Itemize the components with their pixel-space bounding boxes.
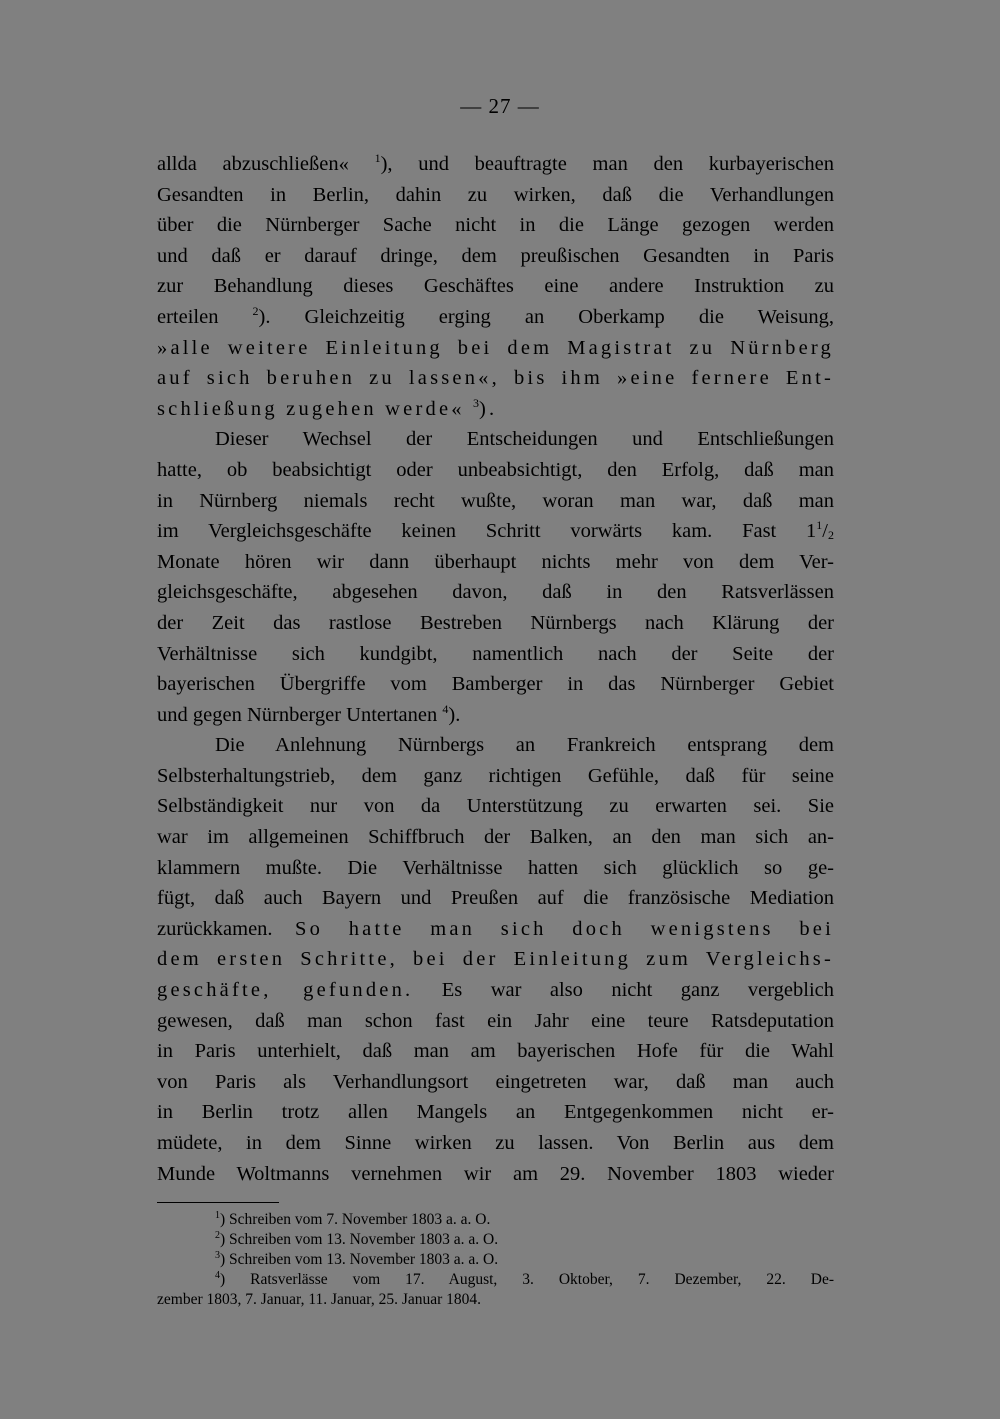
footnote-mark: 4 [215, 1270, 220, 1281]
text-line [157, 394, 834, 425]
text-line [157, 791, 834, 822]
footnote-text: ) Ratsverlässe vom 17. August, 3. Oktober, 7. Dezember, 22. De- [220, 1271, 834, 1288]
text-run: fügt, daß auch Bayern und Preußen auf die französische Mediation [157, 887, 834, 910]
text-line [157, 577, 834, 608]
page-number: — 27 — [460, 94, 540, 118]
text-line [157, 914, 834, 945]
footnote-ref: 4 [442, 701, 449, 716]
text-run: zur Behandlung dieses Geschäftes eine andere Instruktion zu [157, 275, 834, 298]
text-run: Selbständigkeit nur von da Unterstützung zu erwarten sei. Sie [157, 795, 834, 818]
text-run: geschäfte, gefunden. [157, 979, 414, 1002]
text-line [157, 302, 834, 333]
text-run: der Zeit das rastlose Bestreben Nürnbergs nach Klärung der [157, 611, 834, 634]
body-text [157, 149, 834, 1189]
footnote-mark: 3 [215, 1250, 220, 1261]
text-run: Gesandten in Berlin, dahin zu wirken, daß die Verhandlungen [157, 183, 834, 206]
text-run: Munde Woltmanns vernehmen wir am 29. November 1803 wieder [157, 1162, 834, 1185]
text-line [157, 149, 834, 180]
text-line [157, 822, 834, 853]
text-line [157, 700, 834, 731]
text-run: ). Gleichzeitig erging an Oberkamp die Weisung, [258, 305, 834, 328]
footnote-ref: 1 [374, 151, 381, 165]
fraction-slash: / [822, 520, 828, 543]
text-run: bayerischen Übergriffe vom Bamberger in das Nürnberger Gebiet [157, 673, 834, 696]
footnote [157, 1250, 834, 1270]
text-line [157, 547, 834, 578]
text-run: über die Nürnberger Sache nicht in die Länge gezogen werden [157, 214, 834, 237]
text-line [157, 853, 834, 884]
text-run: von Paris als Verhandlungsort eingetreten war, daß man auch [157, 1070, 834, 1093]
text-line [157, 730, 834, 761]
text-line [157, 333, 834, 364]
footnote [157, 1290, 834, 1310]
text-run: war im allgemeinen Schiffbruch der Balken, an den man sich an- [157, 826, 834, 849]
fraction-denominator: 2 [828, 528, 834, 543]
text-run: im Vergleichsgeschäfte keinen Schritt vorwärts kam. Fast 1 [157, 520, 817, 543]
text-run: allda abzuschließen« [157, 153, 375, 175]
text-run: »alle weitere Einleitung bei dem Magistrat zu Nürnberg [157, 336, 834, 359]
footnote-mark: 2 [215, 1230, 220, 1241]
text-line [157, 180, 834, 211]
text-run: in Berlin trotz allen Mangels an Entgegenkommen nicht er- [157, 1101, 834, 1124]
footnote-ref: 3 [473, 395, 480, 410]
text-run: Dieser Wechsel der Entscheidungen und Entschließungen [215, 428, 834, 451]
text-line [157, 1006, 834, 1037]
text-run: Es war also nicht ganz vergeblich [413, 979, 835, 1002]
text-line [157, 761, 834, 792]
text-line [157, 271, 834, 302]
text-line [157, 486, 834, 517]
text-run: gewesen, daß man schon fast ein Jahr eine teure Ratsdeputation [157, 1009, 834, 1032]
footnote-rule [157, 1202, 279, 1203]
footnote-mark: 1 [215, 1210, 220, 1221]
text-line [157, 883, 834, 914]
footnote-text: zember 1803, 7. Januar, 11. Januar, 25. Januar 1804. [157, 1291, 482, 1308]
text-run: Die Anlehnung Nürnbergs an Frankreich entsprang dem [215, 734, 834, 757]
text-line [157, 639, 834, 670]
footnote [157, 1270, 834, 1290]
text-run: zurückkamen. [157, 917, 296, 940]
text-run: erteilen [157, 305, 253, 328]
fraction-numerator: 1 [816, 518, 823, 533]
footnote-text: ) Schreiben vom 13. November 1803 a. a. O. [220, 1231, 499, 1248]
footnote [157, 1230, 834, 1250]
text-run: hatte, ob beabsichtigt oder unbeabsichtigt, den Erfolg, daß man [157, 458, 834, 481]
text-line [157, 1159, 834, 1190]
text-run: Selbsterhaltungstrieb, dem ganz richtigen Gefühle, daß für seine [157, 764, 834, 787]
footnote-text: ) Schreiben vom 7. November 1803 a. a. O. [220, 1211, 491, 1228]
text-line [157, 1067, 834, 1098]
text-line [157, 210, 834, 241]
text-run: in Paris unterhielt, daß man am bayerischen Hofe für die Wahl [157, 1040, 834, 1063]
text-line [157, 516, 834, 547]
emphasis-text: So hatte man sich doch wenigstens bei [295, 917, 835, 940]
text-run: ), und beauftragte man den kurbayerischen [380, 153, 835, 175]
text-line [157, 1097, 834, 1128]
text-run: schließung zugehen werde« [157, 397, 474, 420]
text-run: und daß er darauf dringe, dem preußischen Gesandten in Paris [157, 244, 834, 267]
text-line [157, 1128, 834, 1159]
text-line [157, 975, 834, 1006]
text-run: klammern mußte. Die Verhältnisse hatten sich glücklich so ge- [157, 856, 834, 879]
text-run: ). [479, 397, 498, 420]
footnote-text: ) Schreiben vom 13. November 1803 a. a. O. [220, 1251, 499, 1268]
footnote [157, 1210, 834, 1230]
text-run: und gegen Nürnberger Untertanen [157, 703, 443, 726]
text-run: in Nürnberg niemals recht wußte, woran man war, daß man [157, 489, 834, 512]
text-run: müdete, in dem Sinne wirken zu lassen. Von Berlin aus dem [157, 1132, 834, 1154]
text-run: ). [448, 703, 461, 726]
footnote-ref: 2 [252, 303, 259, 318]
footnotes [157, 1210, 834, 1310]
text-line [157, 608, 834, 639]
text-line [157, 363, 834, 394]
text-line [157, 424, 834, 455]
text-line [157, 455, 834, 486]
text-line [157, 241, 834, 272]
text-run: Verhältnisse sich kundgibt, namentlich nach der Seite der [157, 642, 834, 665]
text-line [157, 944, 834, 975]
text-run: gleichsgeschäfte, abgesehen davon, daß in den Ratsverlässen [157, 581, 834, 604]
text-line [157, 669, 834, 700]
text-run: dem ersten Schritte, bei der Einleitung zum Vergleichs- [157, 948, 834, 971]
text-run: Monate hören wir dann überhaupt nichts mehr von dem Ver- [157, 550, 834, 573]
text-run: auf sich beruhen zu lassen«, bis ihm »eine fernere Ent- [157, 367, 834, 390]
text-line [157, 1036, 834, 1067]
